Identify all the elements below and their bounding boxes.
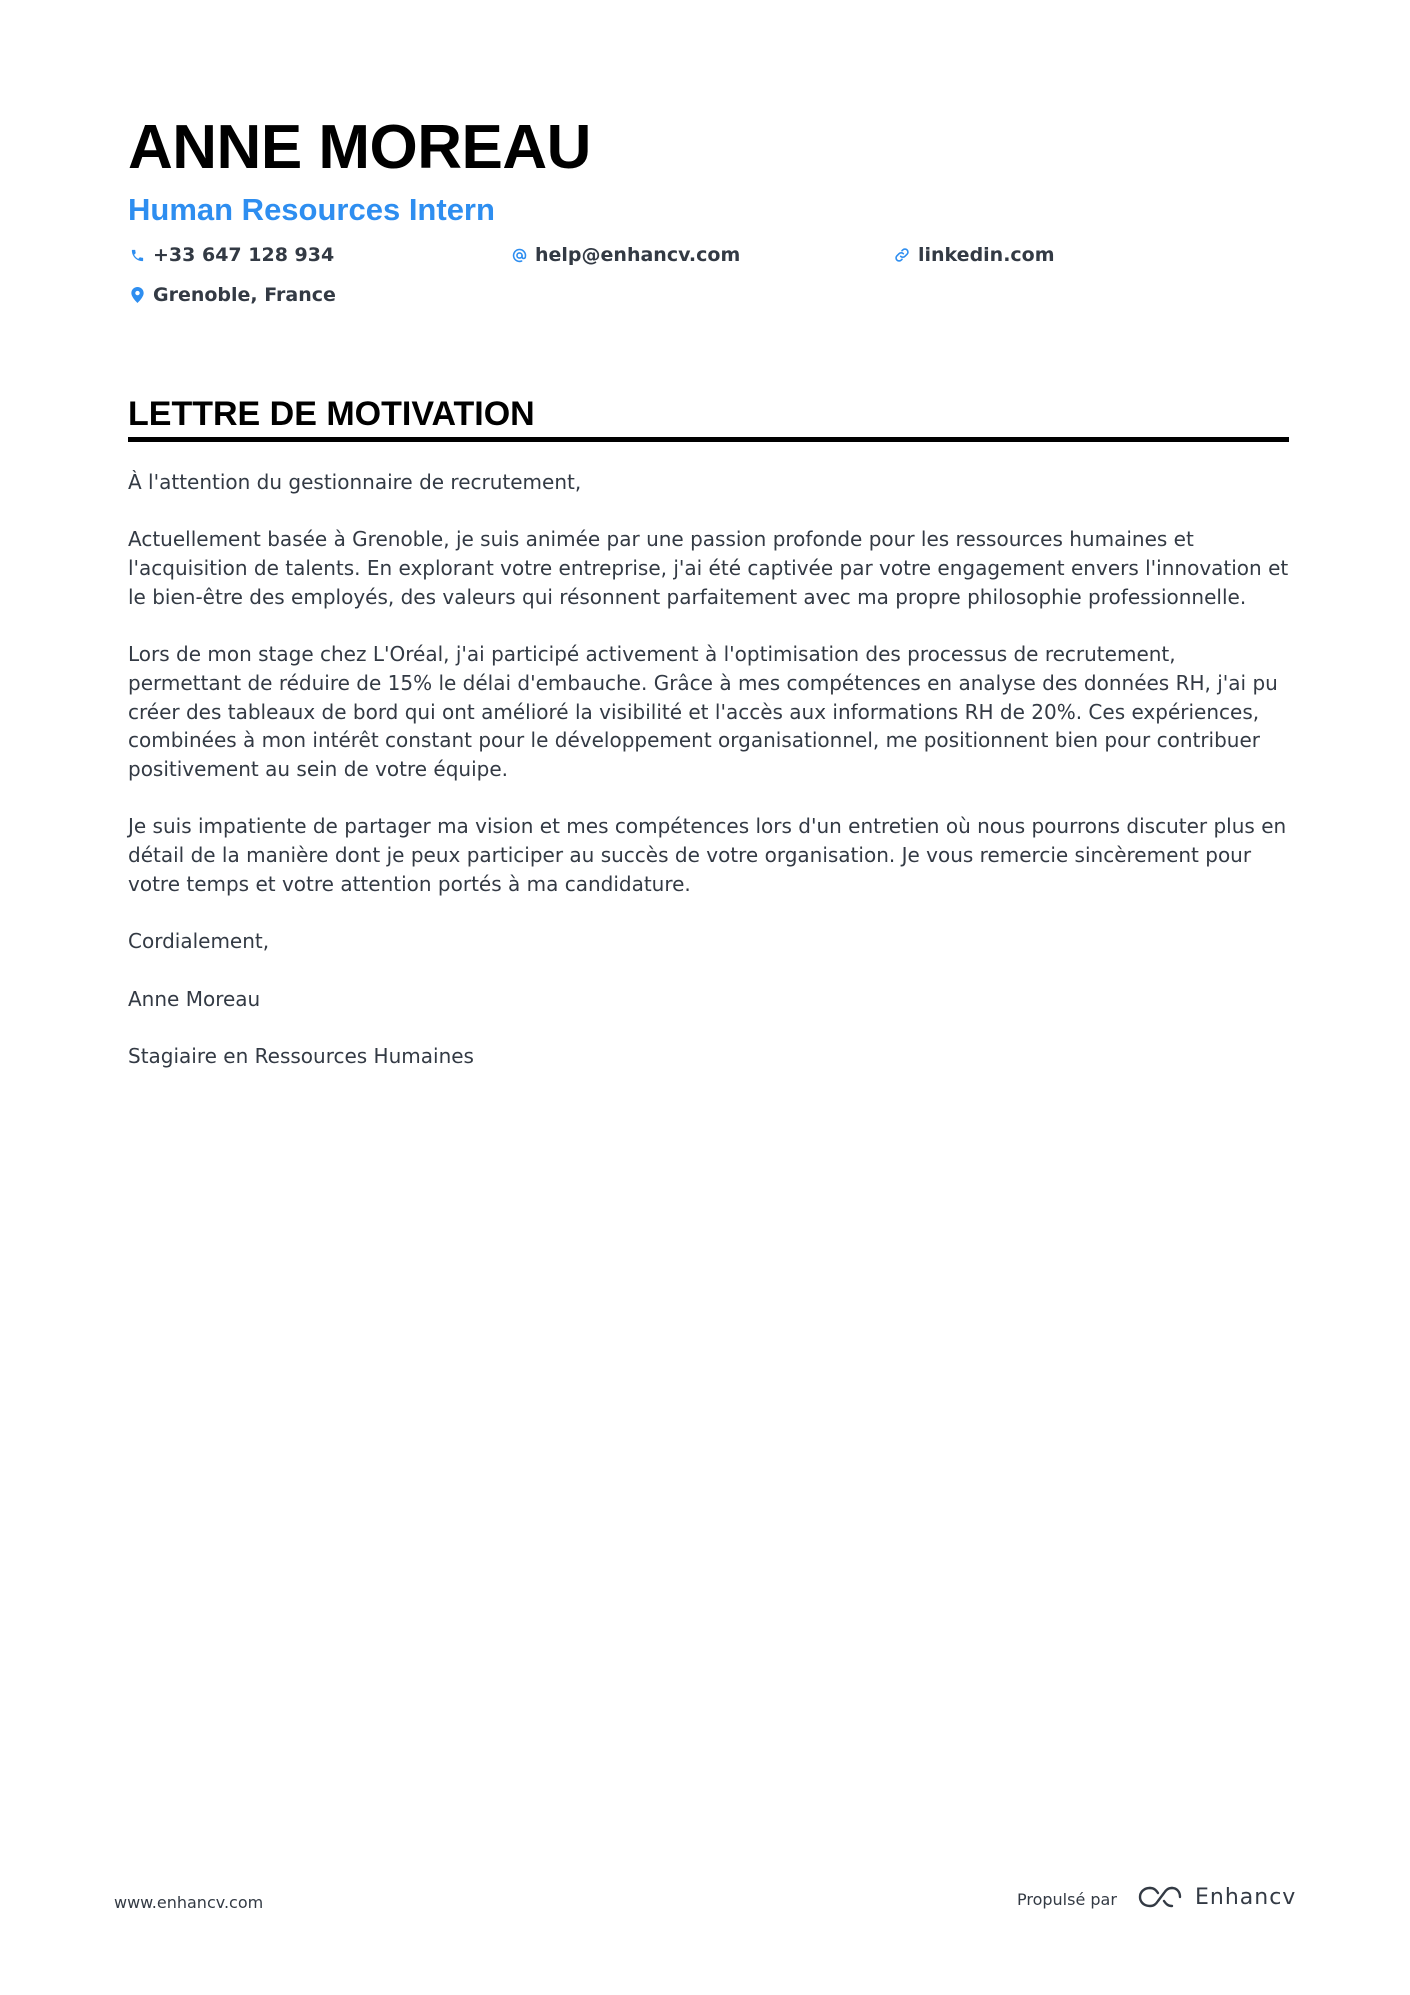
email-link[interactable]: help@enhancv.com xyxy=(535,244,741,266)
location-text: Grenoble, France xyxy=(153,284,336,306)
letter-paragraph: Actuellement basée à Grenoble, je suis animée par une passion profonde pour les ressources humaines et l'acquisition de talents. En explorant votre entreprise, j'ai été captivée par votre engagement envers l'innovation et le bien-être des employés, des valeurs qui résonnent parfaitement avec ma propre philosophie professionnelle. xyxy=(128,527,1289,609)
letter-body xyxy=(128,468,1290,1099)
footer-url[interactable]: www.enhancv.com xyxy=(114,1893,264,1912)
candidate-name: ANNE MOREAU xyxy=(128,113,591,182)
letter-paragraph: Lors de mon stage chez L'Oréal, j'ai participé activement à l'optimisation des processus de recrutement, permettant de réduire de 15% le délai d'embauche. Grâce à mes compétences en analyse des données RH, j'ai pu créer des tableaux de bord qui ont amélioré la visibilité et l'accès aux informations RH de 20%. Ces expériences, combinées à mon intérêt constant pour le développement organisationnel, me positionnent bien pour contribuer positivement au sein de votre équipe. xyxy=(128,642,1278,781)
letter-paragraph: Je suis impatiente de partager ma vision et mes compétences lors d'un entretien où nous pourrons discuter plus en détail de la manière dont je peux participer au succès de votre organisation. Je vous remercie sincèrement pour votre temps et votre attention portés à ma candidature. xyxy=(128,814,1287,896)
contact-email xyxy=(510,242,740,268)
signature-name: Anne Moreau xyxy=(128,986,261,1011)
contact-location xyxy=(128,282,336,308)
contact-phone xyxy=(128,242,334,268)
powered-by-label: Propulsé par xyxy=(1017,1890,1117,1909)
section-divider xyxy=(128,437,1289,442)
letter-salutation: À l'attention du gestionnaire de recrutement, xyxy=(128,470,582,494)
linkedin-link[interactable]: linkedin.com xyxy=(918,244,1055,266)
phone-icon xyxy=(128,246,146,264)
brand-name: Enhancv xyxy=(1195,1884,1297,1910)
contact-linkedin xyxy=(893,242,1055,268)
at-icon xyxy=(510,246,528,264)
phone-text: +33 647 128 934 xyxy=(153,244,335,266)
map-pin-icon xyxy=(128,286,146,304)
brand-logo[interactable] xyxy=(1137,1883,1296,1911)
candidate-title: Human Resources Intern xyxy=(128,192,495,227)
link-icon xyxy=(893,246,911,264)
signature-title: Stagiaire en Ressources Humaines xyxy=(128,1043,474,1068)
enhancv-logo-icon xyxy=(1137,1883,1183,1911)
letter-closing: Cordialement, xyxy=(128,929,270,954)
section-title: LETTRE DE MOTIVATION xyxy=(128,395,535,433)
